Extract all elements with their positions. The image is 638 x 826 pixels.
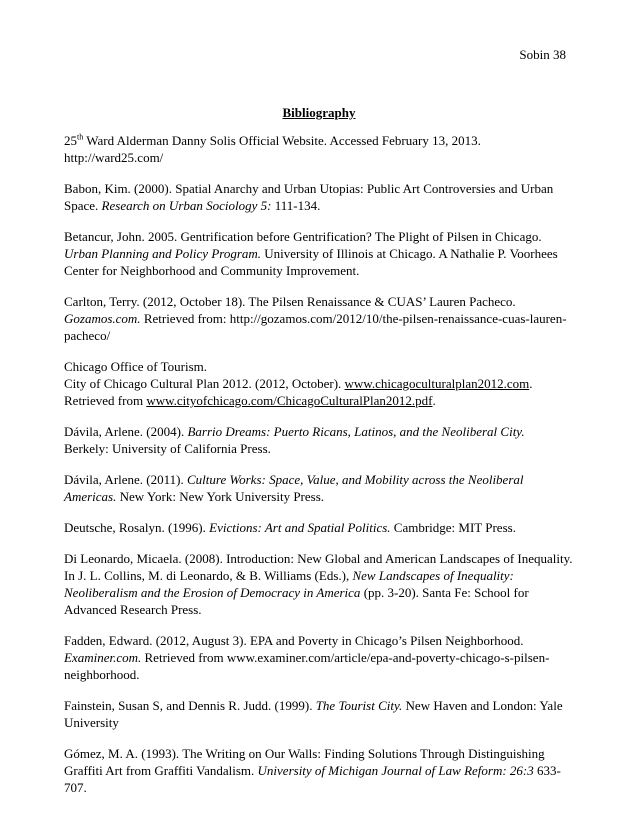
- entry-italic-title: Evictions: Art and Spatial Politics.: [209, 520, 391, 535]
- entry-line: [64, 149, 574, 166]
- entry-text: Space.: [64, 198, 102, 213]
- entry-line: Carlton, Terry. (2012, October 18). The Pilsen Renaissance & CUAS’ Lauren Pacheco.: [64, 294, 516, 309]
- entry-text: Retrieved from www.examiner.com/article/epa-and-poverty-chicago-s-pilsen-: [141, 650, 550, 665]
- entry-text: Fainstein, Susan S, and Dennis R. Judd. (1999).: [64, 698, 316, 713]
- entry-line: [64, 197, 574, 214]
- entry-text: Cambridge: MIT Press.: [390, 520, 516, 535]
- entry-line: University: [64, 715, 119, 730]
- bibliography-entry: [64, 745, 574, 796]
- entry-italic-title: University of Michigan Journal of Law Reform: 26:3: [257, 763, 534, 778]
- entry-line: pacheco/: [64, 328, 111, 343]
- entry-text: New York: New York University Press.: [116, 489, 325, 504]
- entry-line: [64, 245, 574, 262]
- entry-text: University of Illinois at Chicago. A Nathalie P. Voorhees: [261, 246, 558, 261]
- entry-text: 111-134.: [271, 198, 321, 213]
- entry-line: Fadden, Edward. (2012, August 3). EPA and Poverty in Chicago’s Pilsen Neighborhood.: [64, 633, 524, 648]
- cultural-plan-pdf-link[interactable]: www.cityofchicago.com/ChicagoCulturalPlan2012.pdf: [146, 393, 433, 408]
- entry-text: Retrieved from: http://gozamos.com/2012/10/the-pilsen-renaissance-cuas-lauren-: [140, 311, 567, 326]
- entry-line: Di Leonardo, Micaela. (2008). Introduction: New Global and American Landscapes of Inequality.: [64, 551, 573, 566]
- entry-line: [64, 132, 574, 149]
- bibliography-entry: [64, 519, 574, 536]
- entry-italic-title: The Tourist City.: [315, 698, 403, 713]
- entry-line: [64, 519, 574, 536]
- entry-line: Center for Neighborhood and Community Improvement.: [64, 263, 360, 278]
- entry-line: [64, 567, 574, 584]
- entry-text: New Haven and London: Yale: [402, 698, 563, 713]
- bibliography-list: [64, 132, 574, 810]
- entry-line: Gómez, M. A. (1993). The Writing on Our Walls: Finding Solutions Through Distinguishing: [64, 746, 545, 761]
- entry-line: Babon, Kim. (2000). Spatial Anarchy and Urban Utopias: Public Art Controversies and Urban: [64, 181, 554, 196]
- entry-text: Dávila, Arlene. (2011).: [64, 472, 187, 487]
- entry-italic-title: New Landscapes of Inequality:: [352, 568, 514, 583]
- entry-url: http://ward25.com/: [64, 150, 164, 165]
- ordinal-suffix: th: [77, 132, 84, 142]
- page-title: Bibliography: [282, 105, 356, 120]
- entry-line: [64, 649, 574, 666]
- bibliography-entry: [64, 697, 574, 731]
- entry-line: [64, 584, 574, 601]
- bibliography-entry: [64, 550, 574, 618]
- bibliography-entry: [64, 632, 574, 683]
- entry-line: Betancur, John. 2005. Gentrification before Gentrification? The Plight of Pilsen in Chicago.: [64, 229, 542, 244]
- entry-text: Ward Alderman Danny Solis Official Website. Accessed February 13, 2013.: [83, 133, 481, 148]
- entry-text: City of Chicago Cultural Plan 2012. (2012, October).: [64, 376, 345, 391]
- entry-italic-title: Americas.: [64, 489, 117, 504]
- entry-line: [64, 471, 574, 488]
- bibliography-entry: [64, 132, 574, 166]
- bibliography-entry: [64, 358, 574, 409]
- entry-italic-title: Neoliberalism and the Erosion of Democracy in America: [64, 585, 361, 600]
- entry-line: neighborhood.: [64, 667, 140, 682]
- entry-line: Chicago Office of Tourism.: [64, 359, 208, 374]
- entry-text: Deutsche, Rosalyn. (1996).: [64, 520, 210, 535]
- entry-line: Advanced Research Press.: [64, 602, 202, 617]
- entry-line: [64, 488, 574, 505]
- running-header: Sobin 38: [519, 47, 566, 62]
- entry-italic-title: Urban Planning and Policy Program.: [64, 246, 262, 261]
- entry-line: [64, 392, 574, 409]
- entry-line: [64, 423, 574, 440]
- bibliography-entry: [64, 471, 574, 505]
- entry-text: .: [432, 393, 436, 408]
- entry-line: [64, 375, 574, 392]
- entry-text: 633-: [533, 763, 561, 778]
- bibliography-entry: [64, 293, 574, 344]
- entry-line: [64, 310, 574, 327]
- entry-line: [64, 762, 574, 779]
- entry-line: [64, 697, 574, 714]
- entry-italic-title: Research on Urban Sociology 5:: [101, 198, 272, 213]
- entry-text: In J. L. Collins, M. di Leonardo, & B. Williams (Eds.),: [64, 568, 353, 583]
- entry-line: Berkely: University of California Press.: [64, 441, 271, 456]
- cultural-plan-link[interactable]: www.chicagoculturalplan2012.com: [344, 376, 530, 391]
- bibliography-entry: [64, 228, 574, 279]
- entry-line: 707.: [64, 780, 87, 795]
- entry-text: (pp. 3-20). Santa Fe: School for: [360, 585, 529, 600]
- entry-italic-title: Examiner.com.: [64, 650, 142, 665]
- bibliography-entry: [64, 180, 574, 214]
- entry-text: Retrieved from: [64, 393, 147, 408]
- entry-italic-title: Gozamos.com.: [64, 311, 141, 326]
- entry-text: .: [529, 376, 533, 391]
- bibliography-entry: [64, 423, 574, 457]
- entry-text: Dávila, Arlene. (2004).: [64, 424, 188, 439]
- entry-italic-title: Barrio Dreams: Puerto Ricans, Latinos, and the Neoliberal City.: [187, 424, 525, 439]
- entry-text: 25: [64, 133, 77, 148]
- entry-text: Graffiti Art from Graffiti Vandalism.: [64, 763, 258, 778]
- entry-italic-title: Culture Works: Space, Value, and Mobility across the Neoliberal: [186, 472, 524, 487]
